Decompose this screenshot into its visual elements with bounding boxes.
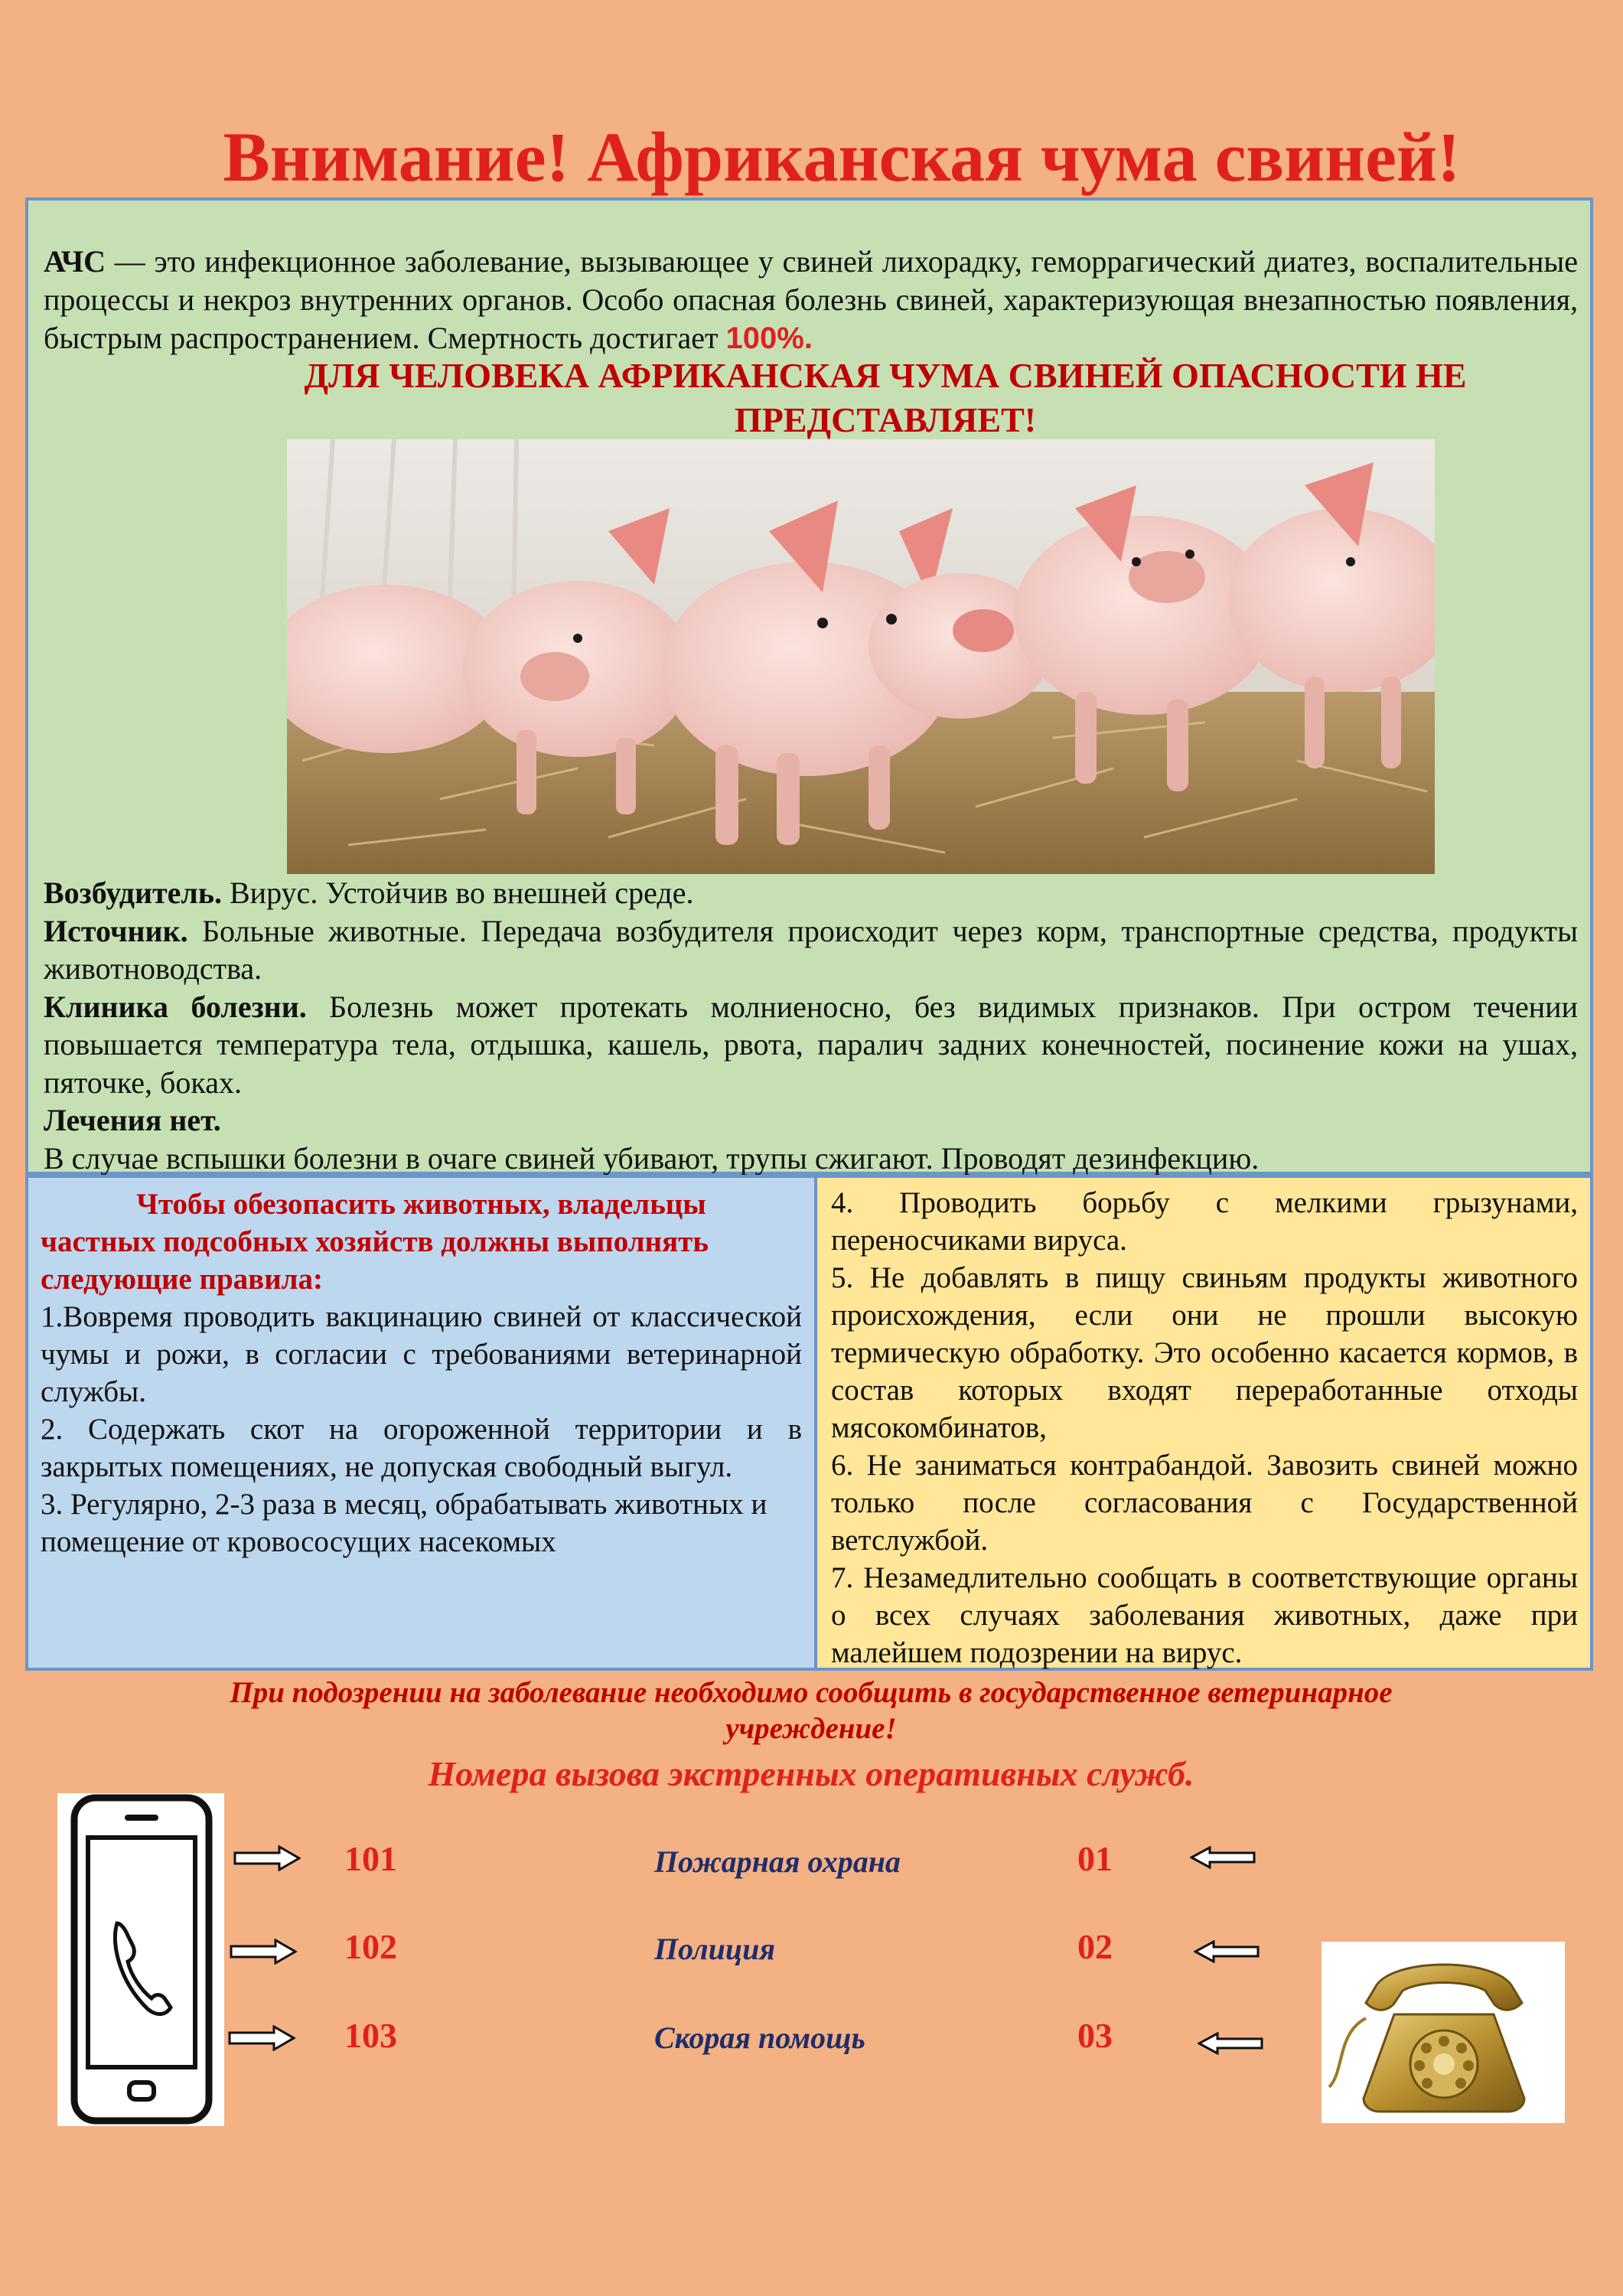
fact-clinic: Клиника болезни. Болезнь может протекать молниеносно, без видимых признаков. При остром течении повышается температура тела, отдышка, кашель, рвота, паралич задних конечностей, посинение кожи на ушах, пяточке, боках. [44, 989, 1578, 1100]
rule-3: 3. Регулярно, 2-3 раза в месяц, обрабатывать животных и помещение от кровососущих насекомых [41, 1488, 768, 1558]
intro-text: — это инфекционное заболевание, вызывающее у свиней лихорадку, геморрагический диатез, воспалительные процессы и некроз внутренних органов. Особо опасная болезнь свиней, характеризующая внезапностью появления, быстрым распространением. Смертность достигает [44, 244, 1578, 355]
rules-heading: Чтобы обезопасить животных, владельцы частных подсобных хозяйств должны выполнять следующие правила: [41, 1188, 709, 1296]
human-safety-warning: ДЛЯ ЧЕЛОВЕКА АФРИКАНСКАЯ ЧУМА СВИНЕЙ ОПАСНОСТИ НЕ ПРЕДСТАВЛЯЕТ! [304, 356, 1467, 439]
landline-number-ambulance: 03 [1077, 2016, 1113, 2055]
service-ambulance: Скорая помощь [654, 2020, 865, 2055]
rule-4: 4. Проводить борьбу с мелкими грызунами, переносчиками вируса. [831, 1186, 1578, 1257]
mobile-number-ambulance: 103 [344, 2016, 397, 2055]
rule-1: 1.Вовремя проводить вакцинацию свиней от классической чумы и рожи, в согласии с требованиями ветеринарной службы. [41, 1300, 802, 1408]
fact-pathogen: Возбудитель. Вирус. Устойчив во внешней среде. [44, 876, 694, 910]
landline-number-fire: 01 [1077, 1839, 1113, 1878]
arrow-right-icon [228, 2025, 295, 2051]
landline-number-police: 02 [1077, 1927, 1113, 1966]
mobile-number-police: 102 [344, 1927, 397, 1966]
rules-panel-right [814, 1175, 1593, 1671]
rule-5: 5. Не добавлять в пищу свиньям продукты животного происхождения, если они не прошли высокую термическую обработку. Это особенно касается кормов, в состав которых входят переработанные отходы мясокомбинатов, [831, 1261, 1578, 1444]
rule-6: 6. Не заниматься контрабандой. Завозить свиней можно только после согласования с Государственной ветслужбой. [831, 1449, 1578, 1557]
fact-outbreak: В случае вспышки болезни в очаге свиней убивают, трупы сжигают. Проводят дезинфекцию. [44, 1140, 1260, 1176]
fact-treatment: Лечения нет. [44, 1103, 221, 1137]
info-panel [25, 197, 1593, 1175]
arrow-left-icon [1194, 1940, 1260, 1963]
arrow-left-icon [1198, 2032, 1263, 2055]
arrow-right-icon [233, 1845, 301, 1871]
mobile-phone-icon [57, 1793, 224, 2126]
intro-term: АЧС [44, 244, 106, 279]
mortality-value: 100%. [725, 321, 813, 355]
report-notice: При подозрении на заболевание необходимо сообщить в государственное ветеринарное учреждение! [230, 1676, 1393, 1745]
fact-source: Источник. Больные животные. Передача возбудителя происходит через корм, транспортные средства, продукты животноводства. [44, 913, 1578, 986]
service-fire: Пожарная охрана [654, 1844, 901, 1879]
disease-facts [44, 874, 1578, 1177]
rule-7: 7. Незамедлительно сообщать в соответствующие органы о всех случаях заболевания животных, даже при малейшем подозрении на вирус. [831, 1561, 1578, 1669]
piglets-photo [287, 439, 1435, 874]
arrow-left-icon [1190, 1846, 1256, 1869]
emergency-title: Номера вызова экстренных оперативных служб. [428, 1754, 1194, 1793]
service-police: Полиция [654, 1932, 775, 1966]
intro-paragraph [44, 243, 1578, 357]
rules-panel-left [25, 1175, 817, 1671]
rule-2: 2. Содержать скот на огороженной территории и в закрытых помещениях, не допуская свободный выгул. [41, 1413, 802, 1483]
page-title: Внимание! Африканская чума свиней! [223, 118, 1461, 196]
rotary-phone-icon [1322, 1942, 1565, 2123]
arrow-right-icon [230, 1939, 297, 1965]
piglets-illustration [287, 439, 1435, 874]
mobile-number-fire: 101 [344, 1839, 397, 1878]
